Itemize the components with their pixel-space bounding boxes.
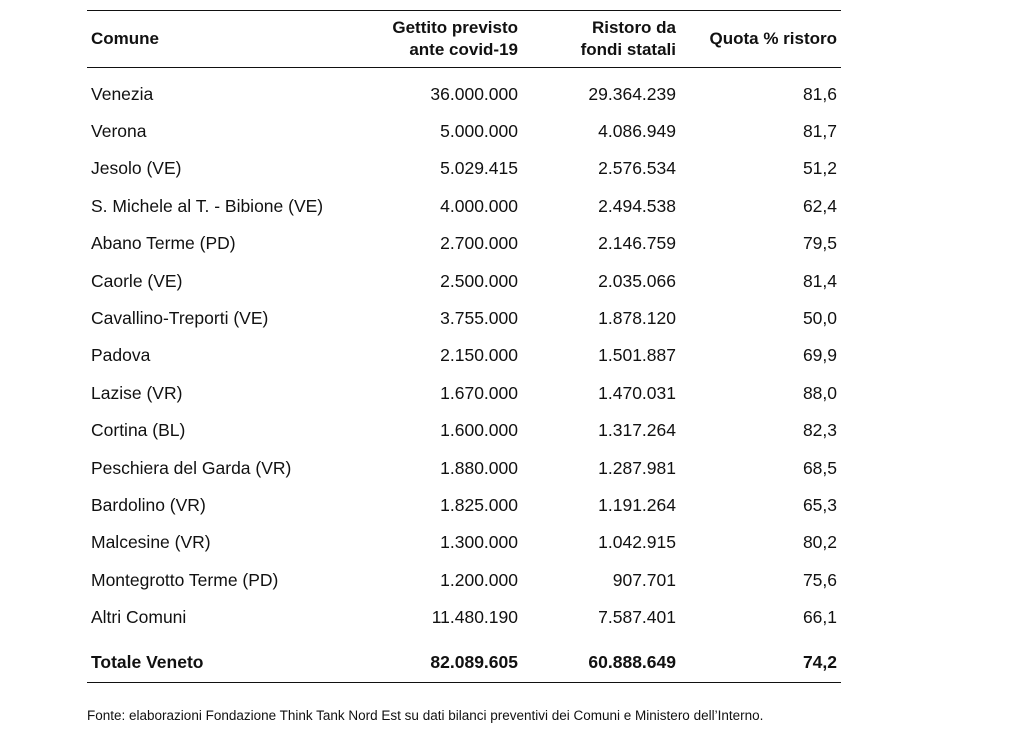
cell-ristoro: 1.191.264: [598, 494, 676, 515]
table-row: [87, 599, 841, 636]
cell-gettito: 3.755.000: [440, 308, 518, 329]
cell-ristoro: 2.494.538: [598, 195, 676, 216]
header-ristoro-line1: Ristoro da: [591, 18, 676, 37]
total-comune: Totale Veneto: [91, 651, 204, 672]
cell-gettito: 1.670.000: [440, 382, 518, 403]
cell-comune: Cavallino-Treporti (VE): [91, 308, 269, 329]
cell-comune: Verona: [91, 121, 147, 142]
cell-gettito: 5.029.415: [440, 158, 518, 179]
data-table-container: [87, 10, 841, 683]
cell-gettito: 11.480.190: [431, 607, 518, 628]
cell-gettito: 1.825.000: [440, 494, 518, 515]
cell-comune: Abano Terme (PD): [91, 233, 236, 254]
cell-ristoro: 2.146.759: [598, 233, 676, 254]
header-ristoro: [522, 11, 680, 68]
cell-gettito: 1.880.000: [440, 457, 518, 478]
table-row: [87, 225, 841, 262]
cell-quota: 68,5: [802, 457, 837, 478]
cell-gettito: 2.150.000: [440, 345, 518, 366]
cell-ristoro: 7.587.401: [598, 607, 676, 628]
total-quota: 74,2: [802, 651, 837, 672]
cell-ristoro: 1.317.264: [598, 420, 676, 441]
table-row: [87, 562, 841, 599]
header-gettito-line1: Gettito previsto: [392, 18, 518, 37]
cell-quota: 88,0: [802, 382, 837, 403]
table-row: [87, 449, 841, 486]
cell-quota: 82,3: [802, 420, 837, 441]
cell-comune: Padova: [91, 345, 151, 366]
cell-quota: 62,4: [802, 195, 837, 216]
cell-quota: 75,6: [802, 569, 837, 590]
cell-quota: 69,9: [802, 345, 837, 366]
cell-gettito: 1.200.000: [440, 569, 518, 590]
table-row: [87, 150, 841, 187]
cell-quota: 66,1: [802, 607, 837, 628]
header-quota: Quota % ristoro: [709, 29, 837, 48]
cell-comune: Altri Comuni: [91, 607, 187, 628]
table-row: [87, 412, 841, 449]
cell-comune: Lazise (VR): [91, 382, 183, 403]
table-row: [87, 300, 841, 337]
cell-comune: Jesolo (VE): [91, 158, 182, 179]
cell-comune: Malcesine (VR): [91, 532, 211, 553]
cell-comune: S. Michele al T. - Bibione (VE): [91, 195, 324, 216]
cell-quota: 65,3: [802, 494, 837, 515]
cell-gettito: 1.600.000: [440, 420, 518, 441]
cell-comune: Caorle (VE): [91, 270, 183, 291]
cell-gettito: 2.700.000: [440, 233, 518, 254]
cell-ristoro: 1.042.915: [598, 532, 676, 553]
cell-ristoro: 2.035.066: [598, 270, 676, 291]
header-gettito: [362, 11, 522, 68]
cell-gettito: 2.500.000: [440, 270, 518, 291]
table-header: [87, 11, 841, 68]
cell-comune: Bardolino (VR): [91, 494, 206, 515]
cell-gettito: 5.000.000: [440, 121, 518, 142]
header-gettito-line2: ante covid-19: [409, 40, 518, 59]
cell-ristoro: 907.701: [612, 569, 676, 590]
table-row: [87, 487, 841, 524]
table-row: [87, 375, 841, 412]
header-row: [87, 11, 841, 68]
header-ristoro-line2: fondi statali: [580, 40, 676, 59]
cell-ristoro: 2.576.534: [598, 158, 676, 179]
source-note: Fonte: elaborazioni Fondazione Think Tank Nord Est su dati bilanci preventivi dei Comuni e Ministero dell’Interno.: [87, 708, 764, 723]
cell-quota: 81,7: [802, 121, 837, 142]
cell-quota: 80,2: [802, 532, 837, 553]
cell-ristoro: 1.287.981: [598, 457, 676, 478]
header-comune: Comune: [91, 29, 159, 48]
table-row: [87, 188, 841, 225]
cell-quota: 81,4: [802, 270, 837, 291]
table-row: [87, 76, 841, 113]
cell-quota: 79,5: [802, 233, 837, 254]
table-row: [87, 262, 841, 299]
cell-comune: Cortina (BL): [91, 420, 186, 441]
cell-comune: Peschiera del Garda (VR): [91, 457, 292, 478]
cell-gettito: 1.300.000: [440, 532, 518, 553]
total-gettito: 82.089.605: [430, 651, 518, 672]
total-ristoro: 60.888.649: [588, 651, 676, 672]
table-row: [87, 113, 841, 150]
total-row: [87, 642, 841, 682]
cell-ristoro: 29.364.239: [588, 83, 676, 104]
cell-ristoro: 1.501.887: [598, 345, 676, 366]
cell-gettito: 36.000.000: [430, 83, 518, 104]
cell-comune: Venezia: [91, 83, 154, 104]
cell-ristoro: 4.086.949: [598, 121, 676, 142]
table-body: [87, 68, 841, 683]
cell-gettito: 4.000.000: [440, 195, 518, 216]
cell-ristoro: 1.878.120: [598, 308, 676, 329]
cell-comune: Montegrotto Terme (PD): [91, 569, 279, 590]
cell-quota: 81,6: [802, 83, 837, 104]
table-row: [87, 337, 841, 374]
table-row: [87, 524, 841, 561]
cell-quota: 50,0: [802, 308, 837, 329]
cell-ristoro: 1.470.031: [598, 382, 676, 403]
data-table: [87, 10, 841, 683]
cell-quota: 51,2: [802, 158, 837, 179]
